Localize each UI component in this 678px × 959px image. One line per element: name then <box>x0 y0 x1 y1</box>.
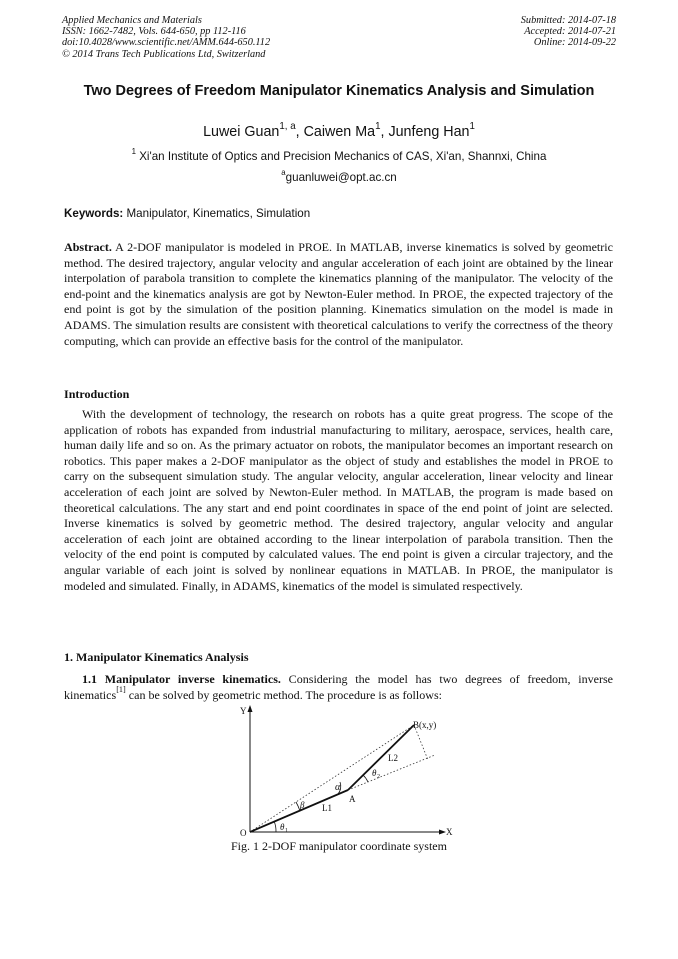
introduction-heading: Introduction <box>64 387 130 401</box>
email-text: guanluwei@opt.ac.cn <box>285 171 397 184</box>
abstract-label: Abstract. <box>64 240 112 254</box>
theta2-arc <box>363 775 368 782</box>
introduction-text: With the development of technology, the research on robots has a quite great progress. The scope of the application of robots has expanded from industrial manufacturing to military, aerospace, services, health care, human daily life and so on. As the primary actuator on robots, the manipulator becomes an important research on robotics. This paper makes a 2-DOF manipulator as the object of study and establishes the model in PROE to carry on the subsequent simulation study. The angular velocity, angular acceleration, linear velocity and linear acceleration of each joint are solved by Newton-Euler method. In MATLAB, the program is made based on theoretical calculations. The any start and end point coordinates in space of the end point of joint are selected. Inverse kinematics is solved by geometric method. The desired trajectory, angular velocity and angular acceleration of each joint are obtained according to the linear interpolation of parabola transition. Then the velocity of the end point is computed by calculated values. The end point is given a circular trajectory, and the angular variable of each joint is solved by nonlinear equations in MATLAB. In PROE, the manipulator is modeled and simulated. Finally, in ADAMS, kinematics of the model is simulated respectively. <box>64 407 613 593</box>
ob-dotted-line <box>250 725 414 832</box>
manipulator-diagram <box>230 700 470 840</box>
x-axis-label: X <box>446 827 453 837</box>
keywords-label: Keywords: <box>64 207 124 220</box>
y-axis-label: Y <box>240 706 247 716</box>
subsection-paragraph <box>64 672 613 703</box>
perpendicular-dotted <box>414 725 428 760</box>
keywords-text: Manipulator, Kinematics, Simulation <box>126 207 311 220</box>
theta2-subscript: 2 <box>377 774 380 780</box>
affiliation-text: Xi'an Institute of Optics and Precision Mechanics of CAS, Xi'an, Shannxi, China <box>139 150 547 163</box>
link-l1 <box>250 790 348 832</box>
y-axis-arrow <box>248 705 253 712</box>
link-l2 <box>348 725 414 790</box>
journal-name: Applied Mechanics and Materials <box>62 15 202 26</box>
citation-ref: [1] <box>116 685 126 695</box>
author-name: Caiwen Ma <box>303 124 376 140</box>
abstract <box>64 240 613 349</box>
theta2-label: θ <box>372 768 377 778</box>
section-heading: 1. Manipulator Kinematics Analysis <box>64 650 249 664</box>
author-superscript: 1 <box>469 120 475 132</box>
figure-caption: Fig. 1 2-DOF manipulator coordinate system <box>231 839 447 853</box>
online-date: Online: 2014-09-22 <box>533 37 616 49</box>
affiliation-superscript: 1 <box>131 146 136 156</box>
doi: doi:10.4028/www.scientific.net/AMM.644-650.112 <box>62 37 271 49</box>
x-axis-arrow <box>439 830 446 835</box>
issn: ISSN: 1662-7482, Vols. 644-650, pp 112-116 <box>62 26 246 38</box>
origin-label: O <box>240 828 247 838</box>
subsection-text-b: can be solved by geometric method. The procedure is as follows: <box>125 687 442 702</box>
link-l1-label: L1 <box>322 803 332 813</box>
alpha-label: α <box>335 782 341 793</box>
author-list: Luwei Guan$^{1, a}$, Caiwen Ma$^1$, Junfeng Han$^1$ <box>203 120 475 140</box>
paper-title: Two Degrees of Freedom Manipulator Kinematics Analysis and Simulation <box>83 83 595 99</box>
submitted-date: Submitted: 2014-07-18 <box>520 15 616 26</box>
theta1-subscript: 1 <box>285 828 288 834</box>
joint-a-label: A <box>349 794 356 804</box>
beta-label: β <box>300 800 305 810</box>
subsection-text-a: Considering the model has two degrees of freedom, inverse kinematics <box>64 672 614 702</box>
author-email <box>62 167 616 184</box>
author-superscript: 1, a <box>279 120 296 132</box>
abstract-text: A 2-DOF manipulator is modeled in PROE. In MATLAB, inverse kinematics is solved by geometric method. The desired trajectory, angular velocity and angular acceleration of each joint are obtained by the linear interpolation of parabola transition to complete the kinematics planning of the manipulator. The velocity of the end-point and the kinematics analysis are got by Newton-Euler method. In PROE, the expected trajectory of the end point is got by the simulation of the position planning. Kinematics simulation on the model is made in ADAMS. The simulation results are consistent with theoretical calculations to verify the correctness of the theory computing, which can provide an effective basis for the control of the manipulator. <box>64 240 613 348</box>
end-point-label: B(x,y) <box>413 720 437 730</box>
subsection-label: 1.1 Manipulator inverse kinematics. <box>82 672 281 686</box>
affiliation <box>62 146 616 163</box>
accepted-date: Accepted: 2014-07-21 <box>524 26 616 38</box>
author-name: Junfeng Han <box>388 124 470 140</box>
author-superscript: 1 <box>375 120 381 132</box>
author-name: Luwei Guan <box>203 124 280 140</box>
theta1-label: θ <box>280 822 285 832</box>
copyright: © 2014 Trans Tech Publications Ltd, Switzerland <box>62 48 266 60</box>
theta1-arc <box>274 821 276 832</box>
email-superscript: a <box>281 167 286 177</box>
keywords <box>64 207 310 220</box>
link-l2-label: L2 <box>388 753 398 763</box>
